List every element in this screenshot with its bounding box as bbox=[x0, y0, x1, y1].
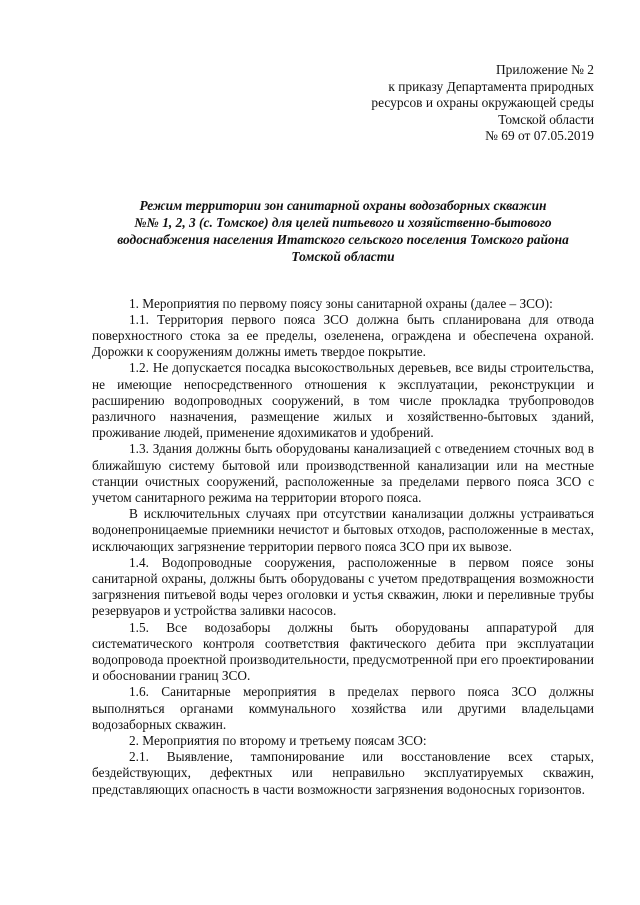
title-line: №№ 1, 2, 3 (с. Томское) для целей питьевого и хозяйственно-бытового bbox=[134, 214, 552, 230]
appendix-order-date: № 69 от 07.05.2019 bbox=[485, 128, 594, 143]
paragraph-1-4: 1.4. Водопроводные сооружения, расположенные в первом поясе зоны санитарной охраны, должны быть оборудованы с учетом предотвращения возможности загрязнения питьевой воды через оголовки и устья скважин, люки и переливные трубы резервуаров и устройства заливки насосов. bbox=[92, 554, 594, 619]
title-line: водоснабжения населения Итатского сельского поселения Томского района bbox=[117, 231, 569, 247]
paragraph-section-1: 1. Мероприятия по первому поясу зоны санитарной охраны (далее – ЗСО): bbox=[129, 295, 553, 311]
appendix-order-line: к приказу Департамента природных bbox=[388, 78, 594, 94]
appendix-region-line: Томской области bbox=[498, 111, 594, 127]
appendix-header bbox=[92, 62, 594, 145]
document-title bbox=[92, 197, 594, 265]
paragraph-1-6: 1.6. Санитарные мероприятия в пределах первого пояса ЗСО должны выполняться органами коммунального хозяйства или другими владельцами водозаборных скважин. bbox=[92, 684, 594, 732]
paragraph-1-3-exception: В исключительных случаях при отсутствии канализации должны устраиваться водонепроницаемые приемники нечистот и бытовых отходов, расположенные в местах, исключающих загрязнение территории первого пояса ЗСО при их вывозе. bbox=[92, 506, 594, 554]
paragraph-2-1: 2.1. Выявление, тампонирование или восстановление всех старых, бездействующих, дефектных или неправильно эксплуатируемых скважин, представляющих опасность в части возможности загрязнения водоносных горизонтов. bbox=[92, 749, 594, 797]
paragraph-1-5: 1.5. Все водозаборы должны быть оборудованы аппаратурой для систематического контроля соответствия фактического дебита при эксплуатации водопровода проектной производительности, предусмотренной при его проектировании и обосновании границ ЗСО. bbox=[92, 619, 594, 684]
paragraph-1-3: 1.3. Здания должны быть оборудованы канализацией с отведением сточных вод в ближайшую систему бытовой или производственной канализации или на местные станции очистных сооружений, расположенные за пределами первого пояса ЗСО с учетом санитарного режима на территории второго пояса. bbox=[92, 441, 594, 505]
document-body bbox=[92, 296, 594, 798]
title-line: Томской области bbox=[291, 248, 395, 264]
appendix-number: Приложение № 2 bbox=[495, 62, 594, 77]
paragraph-1-2: 1.2. Не допускается посадка высокоствольных деревьев, все виды строительства, не имеющие непосредственного отношения к эксплуатации, реконструкции и расширению водопроводных сооружений, в том числе прокладка трубопроводов различного назначения, размещение жилых и хозяйственно-бытовых зданий, проживание людей, применение ядохимикатов и удобрений. bbox=[92, 360, 594, 441]
appendix-department-line: ресурсов и охраны окружающей среды bbox=[371, 95, 594, 110]
title-line: Режим территории зон санитарной охраны водозаборных скважин bbox=[139, 197, 547, 213]
paragraph-section-2: 2. Мероприятия по второму и третьему поясам ЗСО: bbox=[129, 732, 427, 748]
paragraph-1-1: 1.1. Территория первого пояса ЗСО должна быть спланирована для отвода поверхностного стока за ее пределы, озеленена, ограждена и обеспечена охраной. Дорожки к сооружениям должны иметь твердое покрытие. bbox=[92, 311, 594, 360]
